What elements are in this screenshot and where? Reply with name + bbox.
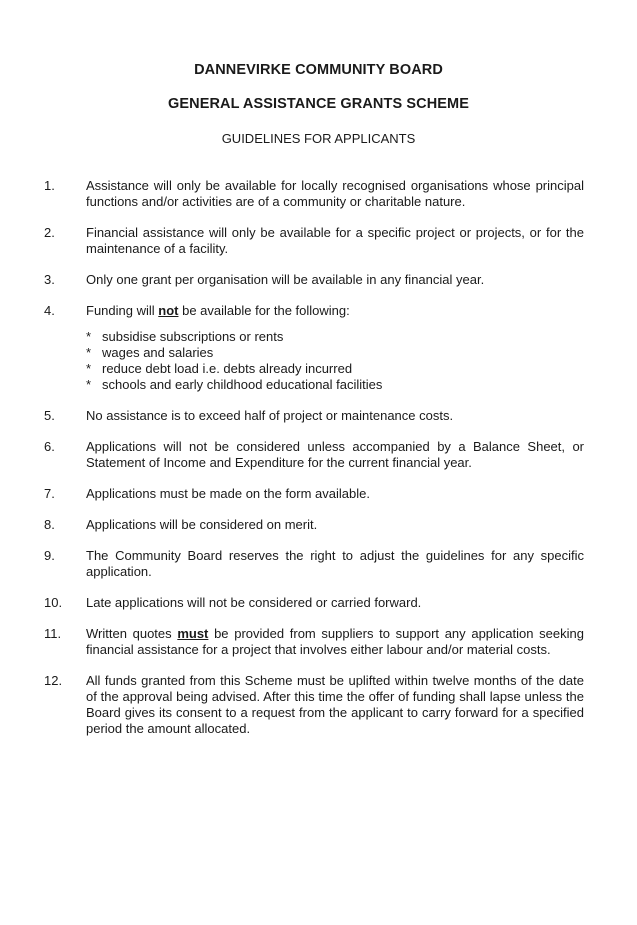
item-number: 9. [44,548,55,563]
bullet-item [86,377,584,393]
item-text: No assistance is to exceed half of project or maintenance costs. [86,408,454,423]
guidelines-subtitle: GUIDELINES FOR APPLICANTS [221,131,416,146]
item-number: 3. [44,272,55,287]
bullet-text: schools and early childhood educational facilities [102,377,383,392]
item-text-block [86,303,584,393]
item-number: 10. [44,595,63,610]
item-number: 5. [44,408,55,423]
item-text-before: Written quotes [86,626,178,641]
item-number: 12. [44,673,63,688]
guideline-item-4 [44,303,584,393]
item-text-after: be available for the following: [178,303,350,318]
guideline-item-11 [44,626,584,658]
item-text: Late applications will not be considered or carried forward. [86,595,422,610]
item-text: Applications will be considered on merit. [86,517,318,532]
item-text: Financial assistance will only be available for a specific project or projects, or for the maintenance of a facility. [86,225,584,256]
item-text-after: be provided from suppliers to support any application seeking financial assistance for a project that involves either labour and/or material costs. [86,626,584,657]
item-number: 6. [44,439,55,454]
item-text: All funds granted from this Scheme must be uplifted within twelve months of the date of the approval being advised. After this time the offer of funding shall lapse unless the Board gives its consent to a request from the applicant to carry forward for a specified period the amount allocated. [86,673,584,736]
item-text: Assistance will only be available for locally recognised organisations whose principal functions and/or activities are of a community or charitable nature. [86,178,584,209]
bullet-star: * [86,329,92,344]
guideline-item-5 [44,408,584,424]
item-text: Applications will not be considered unless accompanied by a Balance Sheet, or Statement of Income and Expenditure for the current financial year. [86,439,584,470]
exclusion-list [86,329,584,393]
bullet-text: subsidise subscriptions or rents [102,329,284,344]
item-text: The Community Board reserves the right to adjust the guidelines for any specific application. [86,548,584,579]
scheme-title: GENERAL ASSISTANCE GRANTS SCHEME [167,96,470,112]
item-text-before: Funding will [86,303,159,318]
item-text: Applications must be made on the form available. [86,486,370,501]
item-number: 4. [44,303,55,318]
bullet-star: * [86,377,92,392]
item-number: 8. [44,517,55,532]
item-number: 1. [44,178,55,193]
bullet-item [86,361,584,377]
item-text-block [86,626,584,658]
bullet-star: * [86,345,92,360]
guideline-item-7 [44,486,584,502]
guideline-item-3 [44,272,584,288]
guideline-item-10 [44,595,584,611]
guideline-item-2 [44,225,584,257]
guideline-item-12 [44,673,584,737]
emphasis-not: not [158,303,179,318]
guideline-item-9 [44,548,584,580]
bullet-star: * [86,361,92,376]
item-number: 11. [44,626,62,641]
bullet-item [86,345,584,361]
emphasis-must: must [177,626,209,641]
item-number: 7. [44,486,55,501]
guideline-item-1 [44,178,584,210]
guideline-item-6 [44,439,584,471]
document-title: DANNEVIRKE COMMUNITY BOARD [194,62,443,78]
bullet-text: reduce debt load i.e. debts already incurred [102,361,353,376]
bullet-item [86,329,584,345]
guideline-item-8 [44,517,584,533]
item-text: Only one grant per organisation will be available in any financial year. [86,272,485,287]
item-number: 2. [44,225,55,240]
bullet-text: wages and salaries [102,345,214,360]
guidelines-list [44,178,584,752]
